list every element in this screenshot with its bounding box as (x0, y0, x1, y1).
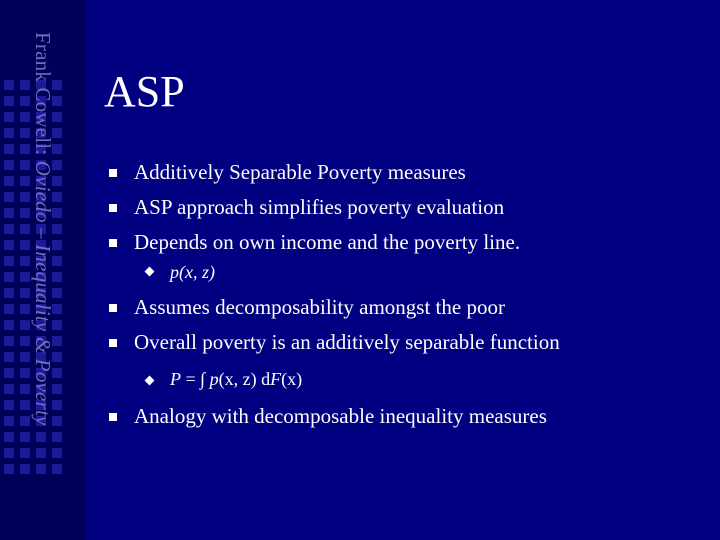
formula-P: P (170, 369, 181, 389)
square-bullet-icon (109, 413, 117, 421)
formula-args: (x, z) d (218, 369, 271, 389)
formula-F: F (270, 369, 282, 389)
slide-title: ASP (104, 67, 185, 116)
formula-end: (x) (281, 369, 303, 389)
formula-p: p(x, z) (170, 262, 215, 282)
square-bullet-icon (109, 169, 117, 177)
bullet-item: Analogy with decomposable inequality measures (134, 404, 547, 428)
formula-aggregate (170, 369, 302, 390)
square-bullet-icon (109, 339, 117, 347)
square-bullet-icon (109, 239, 117, 247)
formula-integral: = ∫ (181, 369, 210, 389)
diamond-bullet-icon (145, 267, 155, 277)
square-bullet-icon (109, 304, 117, 312)
sidebar-author: Frank Cowell: (31, 32, 55, 161)
sidebar-venue: Oviedo – Inequality & Poverty (31, 160, 55, 426)
bullet-item: Assumes decomposability amongst the poor (134, 295, 505, 319)
bullet-item: Depends on own income and the poverty line. (134, 230, 521, 254)
square-bullet-icon (109, 204, 117, 212)
diamond-bullet-icon (145, 376, 155, 386)
formula-p-term: p (209, 369, 219, 389)
bullet-item: Additively Separable Poverty measures (134, 160, 466, 184)
bullet-item: ASP approach simplifies poverty evaluation (134, 195, 505, 219)
bullet-item: Overall poverty is an additively separable function (134, 330, 560, 354)
